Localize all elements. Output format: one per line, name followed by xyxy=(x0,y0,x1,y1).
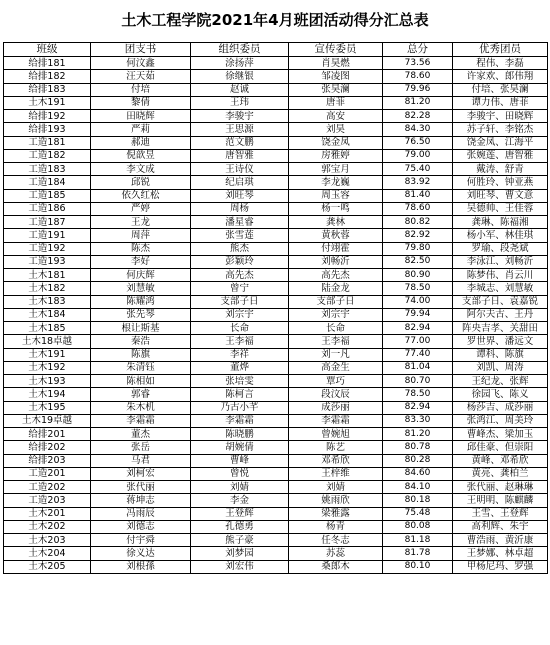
table-row xyxy=(4,269,548,282)
publicity-member-cell: 任冬志 xyxy=(289,534,383,547)
outstanding-members-cell: 张鸿江、周美玲 xyxy=(453,414,548,427)
table-row xyxy=(4,481,548,494)
league-secretary-cell: 蒋坤志 xyxy=(91,494,191,507)
class-cell: 土木193 xyxy=(4,375,91,388)
publicity-member-cell: 桑郎木 xyxy=(289,560,383,573)
outstanding-members-cell: 黄峰、邓希欣 xyxy=(453,454,548,467)
table-row xyxy=(4,242,548,255)
organizing-member-cell: 彭颖玲 xyxy=(191,255,289,268)
column-header-outstanding-members: 优秀团员 xyxy=(453,43,548,57)
class-cell: 给排192 xyxy=(4,110,91,123)
organizing-member-cell: 范文鹏 xyxy=(191,136,289,149)
league-secretary-cell: 朱清钰 xyxy=(91,361,191,374)
organizing-member-cell: 潘星睿 xyxy=(191,216,289,229)
organizing-member-cell: 熊子豪 xyxy=(191,534,289,547)
league-secretary-cell: 张代丽 xyxy=(91,481,191,494)
table-row xyxy=(4,361,548,374)
outstanding-members-cell: 罗世界、潘远文 xyxy=(453,335,548,348)
league-secretary-cell: 周萍 xyxy=(91,229,191,242)
table-body xyxy=(4,57,548,574)
publicity-member-cell: 支部子日 xyxy=(289,295,383,308)
column-header-publicity-member: 宣传委员 xyxy=(289,43,383,57)
league-secretary-cell: 倪歆昱 xyxy=(91,149,191,162)
organizing-member-cell: 陈晓鹏 xyxy=(191,428,289,441)
league-secretary-cell: 秦浩 xyxy=(91,335,191,348)
table-row xyxy=(4,322,548,335)
class-cell: 土木202 xyxy=(4,520,91,533)
league-secretary-cell: 付培 xyxy=(91,83,191,96)
publicity-member-cell: 刘一凡 xyxy=(289,348,383,361)
class-cell: 给排201 xyxy=(4,428,91,441)
organizing-member-cell: 周杨 xyxy=(191,202,289,215)
class-cell: 工造181 xyxy=(4,136,91,149)
organizing-member-cell: 王诗仪 xyxy=(191,163,289,176)
organizing-member-cell: 刘宏伟 xyxy=(191,560,289,573)
table-row xyxy=(4,441,548,454)
total-score-cell: 81.18 xyxy=(383,534,453,547)
publicity-member-cell: 陈艺 xyxy=(289,441,383,454)
league-secretary-cell: 何汶鑫 xyxy=(91,57,191,70)
organizing-member-cell: 高先杰 xyxy=(191,269,289,282)
outstanding-members-cell: 黄亮、龚柏兰 xyxy=(453,467,548,480)
league-secretary-cell: 严婷 xyxy=(91,202,191,215)
publicity-member-cell: 段汶辰 xyxy=(289,388,383,401)
organizing-member-cell: 王登辉 xyxy=(191,507,289,520)
total-score-cell: 78.50 xyxy=(383,282,453,295)
table-row xyxy=(4,401,548,414)
outstanding-members-cell: 王梦娜、林卓超 xyxy=(453,547,548,560)
total-score-cell: 80.08 xyxy=(383,520,453,533)
league-secretary-cell: 刘慧敏 xyxy=(91,282,191,295)
class-cell: 工造185 xyxy=(4,189,91,202)
class-cell: 土木18卓越 xyxy=(4,335,91,348)
table-row xyxy=(4,229,548,242)
league-secretary-cell: 根让斯基 xyxy=(91,322,191,335)
class-cell: 给排183 xyxy=(4,83,91,96)
class-cell: 土木194 xyxy=(4,388,91,401)
table-row xyxy=(4,428,548,441)
total-score-cell: 75.48 xyxy=(383,507,453,520)
class-cell: 土木183 xyxy=(4,295,91,308)
league-secretary-cell: 徐义达 xyxy=(91,547,191,560)
organizing-member-cell: 唐智雅 xyxy=(191,149,289,162)
league-secretary-cell: 李好 xyxy=(91,255,191,268)
league-secretary-cell: 刘根孫 xyxy=(91,560,191,573)
publicity-member-cell: 郭宝月 xyxy=(289,163,383,176)
league-secretary-cell: 严莉 xyxy=(91,123,191,136)
organizing-member-cell: 李金 xyxy=(191,494,289,507)
class-cell: 土木181 xyxy=(4,269,91,282)
column-header-total-score: 总分 xyxy=(383,43,453,57)
total-score-cell: 82.28 xyxy=(383,110,453,123)
league-secretary-cell: 付宇舜 xyxy=(91,534,191,547)
total-score-cell: 80.90 xyxy=(383,269,453,282)
outstanding-members-cell: 阵央吉孝、关甜田 xyxy=(453,322,548,335)
table-row xyxy=(4,454,548,467)
total-score-cell: 80.28 xyxy=(383,454,453,467)
total-score-cell: 78.50 xyxy=(383,388,453,401)
table-row xyxy=(4,70,548,83)
outstanding-members-cell: 谭科、陈旗 xyxy=(453,348,548,361)
organizing-member-cell: 支部子日 xyxy=(191,295,289,308)
organizing-member-cell: 胡婉倩 xyxy=(191,441,289,454)
outstanding-members-cell: 何胜玲、钟亚燕 xyxy=(453,176,548,189)
organizing-member-cell: 赵诚 xyxy=(191,83,289,96)
class-cell: 工造191 xyxy=(4,229,91,242)
outstanding-members-cell: 曹峰杰、梁加玉 xyxy=(453,428,548,441)
outstanding-members-cell: 张婉莲、唐智雅 xyxy=(453,149,548,162)
column-header-league-secretary: 团支书 xyxy=(91,43,191,57)
publicity-member-cell: 杨一鸣 xyxy=(289,202,383,215)
league-secretary-cell: 田晓辉 xyxy=(91,110,191,123)
class-cell: 土木191 xyxy=(4,348,91,361)
total-score-cell: 80.78 xyxy=(383,441,453,454)
organizing-member-cell: 张雪莲 xyxy=(191,229,289,242)
outstanding-members-cell: 甲杨尼玛、罗强 xyxy=(453,560,548,573)
publicity-member-cell: 王李福 xyxy=(289,335,383,348)
class-cell: 土木192 xyxy=(4,361,91,374)
outstanding-members-cell: 刘凯、周涛 xyxy=(453,361,548,374)
organizing-member-cell: 刘旺琴 xyxy=(191,189,289,202)
total-score-cell: 74.00 xyxy=(383,295,453,308)
league-secretary-cell: 黎倩 xyxy=(91,96,191,109)
table-row xyxy=(4,202,548,215)
table-row xyxy=(4,136,548,149)
organizing-member-cell: 陈柯言 xyxy=(191,388,289,401)
organizing-member-cell: 董烨 xyxy=(191,361,289,374)
outstanding-members-cell: 杨小军、林佳琪 xyxy=(453,229,548,242)
table-row xyxy=(4,494,548,507)
table-row xyxy=(4,295,548,308)
league-secretary-cell: 陈杰 xyxy=(91,242,191,255)
table-row xyxy=(4,534,548,547)
table-row xyxy=(4,176,548,189)
outstanding-members-cell: 吴德帅、王佳蓉 xyxy=(453,202,548,215)
organizing-member-cell: 纪启琪 xyxy=(191,176,289,189)
league-secretary-cell: 马君 xyxy=(91,454,191,467)
total-score-cell: 83.92 xyxy=(383,176,453,189)
score-table xyxy=(3,42,548,574)
total-score-cell: 81.20 xyxy=(383,96,453,109)
publicity-member-cell: 龚林 xyxy=(289,216,383,229)
organizing-member-cell: 徐继银 xyxy=(191,70,289,83)
league-secretary-cell: 郭睿 xyxy=(91,388,191,401)
table-row xyxy=(4,96,548,109)
league-secretary-cell: 陈耀鸿 xyxy=(91,295,191,308)
organizing-member-cell: 乃古小芊 xyxy=(191,401,289,414)
table-row xyxy=(4,348,548,361)
outstanding-members-cell: 苏子轩、李铭杰 xyxy=(453,123,548,136)
table-row xyxy=(4,335,548,348)
publicity-member-cell: 苏蕊 xyxy=(289,547,383,560)
class-cell: 给排202 xyxy=(4,441,91,454)
class-cell: 土木204 xyxy=(4,547,91,560)
total-score-cell: 82.94 xyxy=(383,401,453,414)
class-cell: 工造193 xyxy=(4,255,91,268)
outstanding-members-cell: 戴涛、舒青 xyxy=(453,163,548,176)
publicity-member-cell: 高金生 xyxy=(289,361,383,374)
league-secretary-cell: 郝迪 xyxy=(91,136,191,149)
publicity-member-cell: 刘宗宇 xyxy=(289,308,383,321)
class-cell: 土木201 xyxy=(4,507,91,520)
outstanding-members-cell: 张代丽、赵琳琳 xyxy=(453,481,548,494)
organizing-member-cell: 李骏宇 xyxy=(191,110,289,123)
column-header-organizing-member: 组织委员 xyxy=(191,43,289,57)
class-cell: 土木203 xyxy=(4,534,91,547)
class-cell: 土木191 xyxy=(4,96,91,109)
outstanding-members-cell: 曹浩雨、黄沂康 xyxy=(453,534,548,547)
table-row xyxy=(4,57,548,70)
league-secretary-cell: 张岳 xyxy=(91,441,191,454)
total-score-cell: 75.40 xyxy=(383,163,453,176)
outstanding-members-cell: 支部子日、袁嘉锐 xyxy=(453,295,548,308)
outstanding-members-cell: 付培、张昊澜 xyxy=(453,83,548,96)
league-secretary-cell: 陈旗 xyxy=(91,348,191,361)
total-score-cell: 82.50 xyxy=(383,255,453,268)
publicity-member-cell: 刘婧 xyxy=(289,481,383,494)
class-cell: 工造203 xyxy=(4,494,91,507)
organizing-member-cell: 李祥 xyxy=(191,348,289,361)
publicity-member-cell: 张昊澜 xyxy=(289,83,383,96)
class-cell: 给排181 xyxy=(4,57,91,70)
total-score-cell: 77.40 xyxy=(383,348,453,361)
table-row xyxy=(4,216,548,229)
publicity-member-cell: 覃巧 xyxy=(289,375,383,388)
outstanding-members-cell: 刘旺琴、曹文意 xyxy=(453,189,548,202)
total-score-cell: 84.10 xyxy=(383,481,453,494)
total-score-cell: 79.00 xyxy=(383,149,453,162)
total-score-cell: 84.30 xyxy=(383,123,453,136)
publicity-member-cell: 唐菲 xyxy=(289,96,383,109)
league-secretary-cell: 董杰 xyxy=(91,428,191,441)
class-cell: 工造192 xyxy=(4,242,91,255)
table-row xyxy=(4,520,548,533)
outstanding-members-cell: 李泳江、刘畅沂 xyxy=(453,255,548,268)
total-score-cell: 77.00 xyxy=(383,335,453,348)
league-secretary-cell: 李霜霜 xyxy=(91,414,191,427)
table-row xyxy=(4,308,548,321)
league-secretary-cell: 张先琴 xyxy=(91,308,191,321)
organizing-member-cell: 熊杰 xyxy=(191,242,289,255)
organizing-member-cell: 李霜霜 xyxy=(191,414,289,427)
league-secretary-cell: 汪天茹 xyxy=(91,70,191,83)
organizing-member-cell: 曾悦 xyxy=(191,467,289,480)
publicity-member-cell: 黄秋蓉 xyxy=(289,229,383,242)
publicity-member-cell: 高先杰 xyxy=(289,269,383,282)
class-cell: 土木195 xyxy=(4,401,91,414)
table-row xyxy=(4,83,548,96)
class-cell: 给排193 xyxy=(4,123,91,136)
total-score-cell: 76.50 xyxy=(383,136,453,149)
outstanding-members-cell: 王雪、王登辉 xyxy=(453,507,548,520)
publicity-member-cell: 姚雨欣 xyxy=(289,494,383,507)
table-row xyxy=(4,467,548,480)
class-cell: 土木184 xyxy=(4,308,91,321)
publicity-member-cell: 肖昊燃 xyxy=(289,57,383,70)
total-score-cell: 78.60 xyxy=(383,70,453,83)
organizing-member-cell: 王思源 xyxy=(191,123,289,136)
class-cell: 土木182 xyxy=(4,282,91,295)
publicity-member-cell: 邓希欣 xyxy=(289,454,383,467)
class-cell: 土木19卓越 xyxy=(4,414,91,427)
table-row xyxy=(4,560,548,573)
organizing-member-cell: 张培雯 xyxy=(191,375,289,388)
publicity-member-cell: 房雅婷 xyxy=(289,149,383,162)
league-secretary-cell: 陈相如 xyxy=(91,375,191,388)
table-row xyxy=(4,282,548,295)
outstanding-members-cell: 许家欢、郎伟翔 xyxy=(453,70,548,83)
total-score-cell: 79.80 xyxy=(383,242,453,255)
class-cell: 工造187 xyxy=(4,216,91,229)
header-row xyxy=(4,43,548,57)
class-cell: 工造184 xyxy=(4,176,91,189)
table-row xyxy=(4,507,548,520)
publicity-member-cell: 饶金凤 xyxy=(289,136,383,149)
publicity-member-cell: 刘畅沂 xyxy=(289,255,383,268)
publicity-member-cell: 刘昊 xyxy=(289,123,383,136)
total-score-cell: 80.82 xyxy=(383,216,453,229)
organizing-member-cell: 刘宗宇 xyxy=(191,308,289,321)
table-row xyxy=(4,414,548,427)
organizing-member-cell: 刘婧 xyxy=(191,481,289,494)
publicity-member-cell: 付翊霍 xyxy=(289,242,383,255)
total-score-cell: 81.78 xyxy=(383,547,453,560)
publicity-member-cell: 成莎丽 xyxy=(289,401,383,414)
league-secretary-cell: 刘德志 xyxy=(91,520,191,533)
table-row xyxy=(4,123,548,136)
publicity-member-cell: 长命 xyxy=(289,322,383,335)
organizing-member-cell: 长命 xyxy=(191,322,289,335)
total-score-cell: 80.18 xyxy=(383,494,453,507)
class-cell: 工造201 xyxy=(4,467,91,480)
publicity-member-cell: 周玉容 xyxy=(289,189,383,202)
total-score-cell: 80.70 xyxy=(383,375,453,388)
publicity-member-cell: 陆金龙 xyxy=(289,282,383,295)
league-secretary-cell: 王龙 xyxy=(91,216,191,229)
table-row xyxy=(4,375,548,388)
class-cell: 工造183 xyxy=(4,163,91,176)
outstanding-members-cell: 龚琳、陈福湘 xyxy=(453,216,548,229)
publicity-member-cell: 邹凌图 xyxy=(289,70,383,83)
organizing-member-cell: 孔德勇 xyxy=(191,520,289,533)
outstanding-members-cell: 杨莎吉、成莎丽 xyxy=(453,401,548,414)
table-row xyxy=(4,255,548,268)
total-score-cell: 81.40 xyxy=(383,189,453,202)
publicity-member-cell: 高安 xyxy=(289,110,383,123)
league-secretary-cell: 刘柯宏 xyxy=(91,467,191,480)
class-cell: 土木205 xyxy=(4,560,91,573)
organizing-member-cell: 曾宁 xyxy=(191,282,289,295)
outstanding-members-cell: 陈梦伟、肖云川 xyxy=(453,269,548,282)
outstanding-members-cell: 罗瑜、段尧斌 xyxy=(453,242,548,255)
outstanding-members-cell: 李骏宇、田晓辉 xyxy=(453,110,548,123)
outstanding-members-cell: 王纪龙、张辉 xyxy=(453,375,548,388)
publicity-member-cell: 王梓维 xyxy=(289,467,383,480)
total-score-cell: 78.60 xyxy=(383,202,453,215)
outstanding-members-cell: 阿尔夫古、王丹 xyxy=(453,308,548,321)
total-score-cell: 80.10 xyxy=(383,560,453,573)
publicity-member-cell: 李霜霜 xyxy=(289,414,383,427)
league-secretary-cell: 冯雨辰 xyxy=(91,507,191,520)
league-secretary-cell: 依久红松 xyxy=(91,189,191,202)
total-score-cell: 73.56 xyxy=(383,57,453,70)
publicity-member-cell: 梁雅露 xyxy=(289,507,383,520)
class-cell: 给排203 xyxy=(4,454,91,467)
table-row xyxy=(4,110,548,123)
total-score-cell: 82.92 xyxy=(383,229,453,242)
outstanding-members-cell: 王明明、陈麒麟 xyxy=(453,494,548,507)
outstanding-members-cell: 李城志、刘慧敏 xyxy=(453,282,548,295)
total-score-cell: 81.04 xyxy=(383,361,453,374)
organizing-member-cell: 刘梦园 xyxy=(191,547,289,560)
table-row xyxy=(4,547,548,560)
table-row xyxy=(4,388,548,401)
league-secretary-cell: 朱木机 xyxy=(91,401,191,414)
outstanding-members-cell: 邱佳豪、但崇阳 xyxy=(453,441,548,454)
outstanding-members-cell: 饶金凤、江海平 xyxy=(453,136,548,149)
column-header-class: 班级 xyxy=(4,43,91,57)
total-score-cell: 81.20 xyxy=(383,428,453,441)
organizing-member-cell: 王玮 xyxy=(191,96,289,109)
total-score-cell: 84.60 xyxy=(383,467,453,480)
total-score-cell: 83.30 xyxy=(383,414,453,427)
league-secretary-cell: 李文成 xyxy=(91,163,191,176)
league-secretary-cell: 何庆辉 xyxy=(91,269,191,282)
organizing-member-cell: 王李福 xyxy=(191,335,289,348)
organizing-member-cell: 曹峰 xyxy=(191,454,289,467)
class-cell: 土木185 xyxy=(4,322,91,335)
table-row xyxy=(4,149,548,162)
outstanding-members-cell: 程伟、李磊 xyxy=(453,57,548,70)
table-row xyxy=(4,189,548,202)
total-score-cell: 79.94 xyxy=(383,308,453,321)
league-secretary-cell: 邱锐 xyxy=(91,176,191,189)
table-row xyxy=(4,163,548,176)
class-cell: 工造186 xyxy=(4,202,91,215)
class-cell: 工造202 xyxy=(4,481,91,494)
total-score-cell: 79.96 xyxy=(383,83,453,96)
class-cell: 工造182 xyxy=(4,149,91,162)
class-cell: 给排182 xyxy=(4,70,91,83)
organizing-member-cell: 涂扬萍 xyxy=(191,57,289,70)
outstanding-members-cell: 谭力伟、唐菲 xyxy=(453,96,548,109)
outstanding-members-cell: 高利辉、朱宇 xyxy=(453,520,548,533)
publicity-member-cell: 杨青 xyxy=(289,520,383,533)
publicity-member-cell: 曾婉旭 xyxy=(289,428,383,441)
sheet-title: 土木工程学院2021年4月班团活动得分汇总表 xyxy=(121,11,429,29)
publicity-member-cell: 李龙巍 xyxy=(289,176,383,189)
total-score-cell: 82.94 xyxy=(383,322,453,335)
outstanding-members-cell: 徐园飞、陈义 xyxy=(453,388,548,401)
